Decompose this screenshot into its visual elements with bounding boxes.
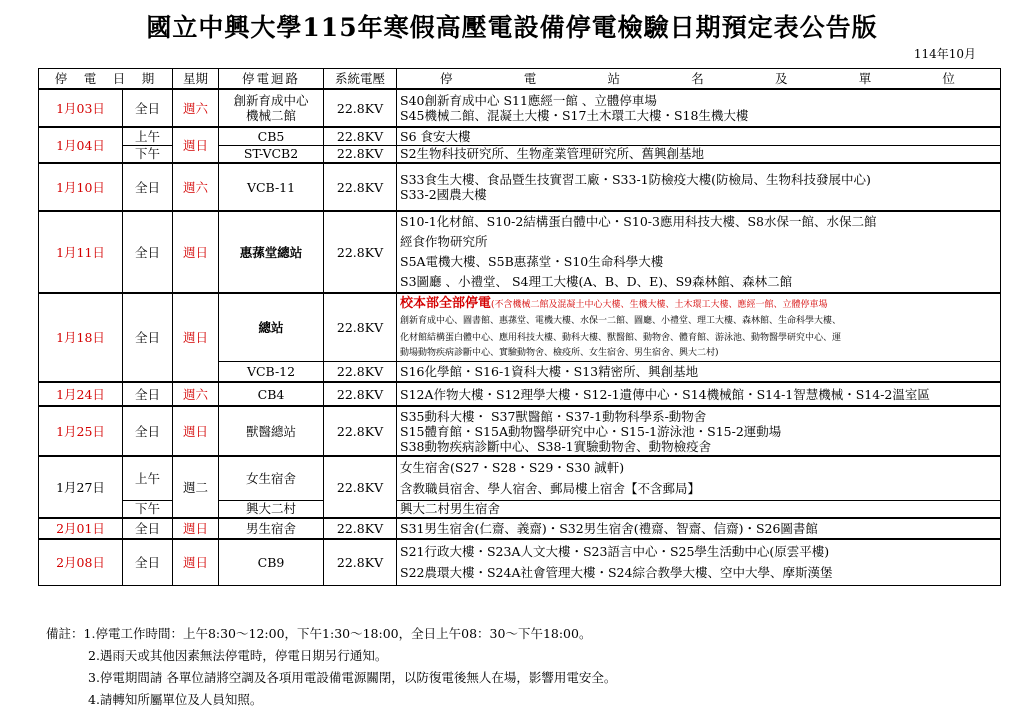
remarks — [46, 623, 616, 711]
outage-time: 全日 — [123, 406, 173, 456]
header-location-char: 名 — [691, 71, 706, 86]
outage-time: 全日 — [123, 539, 173, 585]
outage-locations — [397, 211, 1001, 293]
outage-weekday: 週二 — [173, 456, 219, 518]
system-voltage: 22.8KV — [324, 456, 397, 518]
outage-locations — [397, 361, 1001, 382]
outage-circuit: CB4 — [219, 382, 324, 406]
outage-time: 全日 — [123, 518, 173, 539]
table-row — [39, 518, 1001, 539]
outage-circuit: CB9 — [219, 539, 324, 585]
outage-date: 1月18日 — [39, 293, 123, 382]
remarks-label: 備註： — [46, 626, 84, 641]
outage-time: 下午 — [123, 145, 173, 163]
system-voltage: 22.8KV — [324, 127, 397, 145]
outage-time: 全日 — [123, 211, 173, 293]
table-row — [39, 127, 1001, 145]
header-location-char: 停 — [440, 71, 455, 86]
table-row — [39, 406, 1001, 456]
remark-item: 4.請轉知所屬單位及人員知照。 — [88, 692, 263, 707]
table-row — [39, 382, 1001, 406]
outage-circuit: 男生宿舍 — [219, 518, 324, 539]
location-line: S31男生宿舍(仁齋、義齋)・S32男生宿舍(禮齋、智齋、信齋)・S26圖書館 — [400, 521, 818, 536]
page-title: 國立中興大學115年寒假高壓電設備停電檢驗日期預定表公告版 — [146, 13, 878, 42]
outage-locations — [397, 500, 1001, 518]
outage-weekday: 週六 — [173, 382, 219, 406]
system-voltage: 22.8KV — [324, 293, 397, 361]
location-line: S3圖廳 、小禮堂、 S4理工大樓(A、B、D、E)、S9森林館、森林二館 — [400, 274, 793, 289]
location-line: S33-2國農大樓 — [400, 187, 487, 202]
system-voltage: 22.8KV — [324, 89, 397, 127]
outage-time: 下午 — [123, 500, 173, 518]
outage-circuit: CB5 — [219, 127, 324, 145]
outage-time: 上午 — [123, 456, 173, 500]
header-circuit: 停電迴路 — [219, 69, 324, 90]
header-location-char: 站 — [607, 71, 622, 86]
header-location-char: 位 — [942, 71, 957, 86]
location-line: S10-1化材館、S10-2結構蛋白體中心・S10-3應用科技大樓、S8水保一館、水保二館 — [400, 214, 877, 229]
outage-weekday: 週六 — [173, 89, 219, 127]
location-line: S22農環大樓・S24A社會管理大樓・S24綜合教學大樓、空中大學、摩斯漢堡 — [400, 565, 833, 581]
outage-time: 全日 — [123, 293, 173, 382]
outage-circuit: VCB-11 — [219, 163, 324, 211]
outage-date: 2月08日 — [39, 539, 123, 585]
outage-circuit: 女生宿舍 — [219, 456, 324, 500]
remark-item: 3.停電期間請 各單位請將空調及各項用電設備電源關閉，以防復電後無人在場，影響用電安全。 — [88, 670, 617, 685]
header-weekday: 星期 — [173, 69, 219, 90]
table-row — [39, 89, 1001, 127]
outage-locations — [397, 163, 1001, 211]
outage-circuit: 創新育成中心 機械二館 — [219, 89, 324, 127]
outage-date: 1月25日 — [39, 406, 123, 456]
location-line: S40創新育成中心 S11應經一館 、立體停車場 — [400, 93, 657, 108]
location-line: S45機械二館、混凝土大樓・S17土木環工大樓・S18生機大樓 — [400, 108, 749, 123]
table-row — [39, 456, 1001, 500]
outage-locations — [397, 293, 1001, 361]
outage-date: 1月27日 — [39, 456, 123, 518]
location-line: 化材館結構蛋白體中心、應用科技大樓、動科大樓、獸醫館、動物舍、體育館、游泳池、動物醫學研究中心、運 — [400, 333, 842, 344]
location-line: 動場動物疾病診斷中心、實驗動物舍、檢疫所、女生宿舍、男生宿舍、興大二村) — [400, 348, 719, 359]
outage-date: 1月10日 — [39, 163, 123, 211]
location-line: S35動科大樓・ S37獸醫館・S37-1動物科學系-動物舍 — [400, 408, 707, 424]
outage-date: 1月24日 — [39, 382, 123, 406]
system-voltage: 22.8KV — [324, 518, 397, 539]
outage-time: 全日 — [123, 89, 173, 127]
location-line: 含教職員宿舍、學人宿舍、郵局樓上宿舍【不含郵局】 — [400, 481, 701, 497]
outage-locations — [397, 518, 1001, 539]
location-line: S12A作物大樓・S12理學大樓・S12-1遺傳中心・S14機械館・S14-1智慧機械・S14-2溫室區 — [400, 386, 930, 402]
outage-locations — [397, 539, 1001, 585]
location-line: S15體育館・S15A動物醫學研究中心・S15-1游泳池・S15-2運動場 — [400, 423, 782, 439]
outage-schedule-table — [38, 68, 1001, 586]
outage-locations — [397, 406, 1001, 456]
header-location-char: 電 — [523, 71, 539, 86]
header-location-char: 及 — [774, 71, 790, 86]
system-voltage: 22.8KV — [324, 211, 397, 293]
outage-locations — [397, 382, 1001, 406]
outage-locations — [397, 127, 1001, 145]
outage-circuit: ST-VCB2 — [219, 145, 324, 163]
table-row — [39, 163, 1001, 211]
location-line: S21行政大樓・S23A人文大樓・S23語言中心・S25學生活動中心(原雲平樓) — [400, 544, 830, 560]
full-outage-note: (不含機械二館及混凝土中心大樓、生機大樓、土木環工大樓、應經一館、立體停車場 — [491, 300, 828, 311]
header-location — [397, 69, 1001, 90]
table-row — [39, 211, 1001, 293]
outage-time: 上午 — [123, 127, 173, 145]
system-voltage: 22.8KV — [324, 163, 397, 211]
full-outage-label: 校本部全部停電 — [400, 296, 492, 312]
outage-locations — [397, 89, 1001, 127]
outage-circuit: VCB-12 — [219, 361, 324, 382]
outage-locations — [397, 456, 1001, 500]
remark-item: 1.停電工作時間：上午8:30～12:00，下午1:30～18:00，全日上午08：30～下午18:00。 — [83, 626, 592, 641]
outage-circuit: 獸醫總站 — [219, 406, 324, 456]
system-voltage: 22.8KV — [324, 539, 397, 585]
location-line: 興大二村男生宿舍 — [400, 501, 501, 517]
header-voltage: 系統電壓 — [324, 69, 397, 90]
outage-date: 1月04日 — [39, 127, 123, 163]
location-line: 創新育成中心、圖書館、惠蓀堂、電機大樓、水保一二館、圖廳、小禮堂、理工大樓、森林館、生命科學大樓、 — [400, 316, 842, 327]
location-line: S6 食安大樓 — [400, 128, 471, 144]
outage-time: 全日 — [123, 382, 173, 406]
location-line: S2生物科技研究所、生物產業管理研究所、舊興創基地 — [400, 146, 705, 162]
outage-weekday: 週日 — [173, 539, 219, 585]
outage-weekday: 週日 — [173, 406, 219, 456]
issue-date: 114年10月 — [913, 47, 976, 61]
table-row — [39, 293, 1001, 361]
system-voltage: 22.8KV — [324, 361, 397, 382]
outage-circuit: 惠蓀堂總站 — [219, 211, 324, 293]
location-line: S5A電機大樓、S5B惠蓀堂・S10生命科學大樓 — [400, 254, 664, 269]
outage-date: 1月11日 — [39, 211, 123, 293]
location-line: S38動物疾病診斷中心、S38-1實驗動物舍、動物檢疫舍 — [400, 438, 712, 454]
outage-circuit: 興大二村 — [219, 500, 324, 518]
location-line: 經食作物研究所 — [400, 234, 488, 249]
outage-weekday: 週日 — [173, 518, 219, 539]
outage-weekday: 週六 — [173, 163, 219, 211]
header-location-char: 單 — [858, 71, 874, 86]
system-voltage: 22.8KV — [324, 406, 397, 456]
system-voltage: 22.8KV — [324, 382, 397, 406]
location-line: S33食生大樓、食品暨生技實習工廠・S33-1防檢疫大樓(防檢局、生物科技發展中心) — [400, 172, 871, 187]
header-date: 停 電 日 期 — [39, 69, 173, 90]
location-line: S16化學館・S16-1資科大樓・S13精密所、興創基地 — [400, 363, 699, 379]
outage-weekday: 週日 — [173, 293, 219, 382]
remark-item: 2.遇雨天或其他因素無法停電時，停電日期另行通知。 — [88, 648, 388, 663]
table-header-row — [39, 69, 1001, 90]
outage-time: 全日 — [123, 163, 173, 211]
outage-date: 1月03日 — [39, 89, 123, 127]
system-voltage: 22.8KV — [324, 145, 397, 163]
outage-circuit: 總站 — [219, 293, 324, 361]
table-row — [39, 539, 1001, 585]
outage-date: 2月01日 — [39, 518, 123, 539]
outage-locations — [397, 145, 1001, 163]
location-line: 女生宿舍(S27・S28・S29・S30 誠軒) — [400, 460, 625, 476]
outage-weekday: 週日 — [173, 127, 219, 163]
outage-weekday: 週日 — [173, 211, 219, 293]
